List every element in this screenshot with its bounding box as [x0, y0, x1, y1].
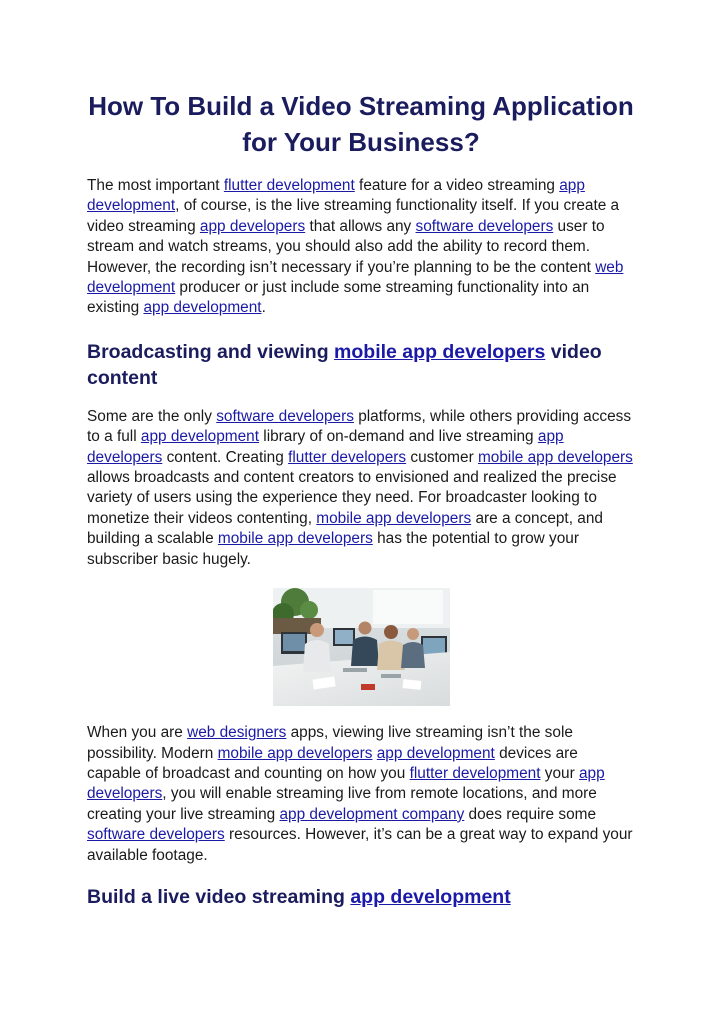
link-software-developers[interactable]: software developers — [415, 217, 554, 235]
link-software-developers[interactable]: software developers — [87, 826, 225, 844]
page-title: How To Build a Video Streaming Application for Your Business? — [88, 91, 634, 157]
text-span: The most important — [87, 177, 224, 194]
text-span: your — [540, 764, 579, 782]
section2-paragraph — [87, 723, 635, 866]
link-app-development-company[interactable]: app development company — [279, 805, 465, 823]
text-span: does require some — [464, 805, 597, 823]
text-span: user to stream and watch streams, you should also add the ability to record them. However, the recording isn’t necessary if you’re planning to be the content — [87, 217, 605, 276]
text-span: Some are the only — [87, 407, 217, 425]
text-span: When you are — [87, 724, 188, 742]
link-app-developers[interactable]: app developers — [87, 764, 605, 803]
text-span: , of course, is the live streaming functionality itself. If you create a video streaming — [87, 197, 620, 235]
link-app-development[interactable]: app development — [143, 299, 262, 317]
text-span: platforms, while others providing access to a full — [87, 407, 632, 446]
text-span: apps, viewing live streaming isn’t the sole possibility. Modern — [87, 724, 573, 762]
link-flutter-developers[interactable]: flutter developers — [288, 448, 407, 466]
heading-link-app-development[interactable]: app development — [350, 885, 511, 908]
intro-paragraph — [87, 176, 635, 319]
link-mobile-app-developers[interactable]: mobile app developers — [316, 509, 472, 527]
text-span: devices are capable of broadcast and counting on how you — [87, 744, 578, 782]
section-heading-build-live-streaming — [87, 884, 635, 910]
link-app-development[interactable]: app development — [87, 177, 585, 215]
text-span: customer — [406, 448, 478, 466]
office-team-photo-illustration — [273, 588, 450, 706]
text-span: library of on-demand and live streaming — [259, 428, 538, 446]
heading-text: video content — [87, 340, 602, 389]
link-app-development[interactable]: app development — [376, 744, 495, 762]
link-app-developers[interactable]: app developers — [87, 428, 564, 466]
text-span: allows broadcasts and content creators to envisioned and realized the precise variety of users using the experience they need. For broadcaster looking to monetize their videos contenting, — [87, 469, 617, 527]
text-span: has the potential to grow your subscriber basic hugely. — [87, 530, 579, 568]
link-app-development[interactable]: app development — [140, 428, 259, 446]
link-mobile-app-developers[interactable]: mobile app developers — [477, 448, 633, 466]
link-software-developers[interactable]: software developers — [216, 407, 354, 425]
text-span: , you will enable streaming live from remote locations, and more creating your live streaming — [87, 785, 597, 823]
link-web-development[interactable]: web development — [87, 258, 624, 297]
heading-link-mobile-app-developers[interactable]: mobile app developers — [334, 340, 546, 363]
text-span: producer or just include some streaming functionality into an existing — [87, 279, 590, 317]
text-span: that allows any — [305, 217, 416, 235]
heading-text: Broadcasting and viewing — [87, 340, 335, 363]
section1-paragraph — [87, 407, 635, 570]
link-mobile-app-developers[interactable]: mobile app developers — [217, 530, 373, 548]
text-span: . — [261, 299, 266, 317]
text-span: feature for a video streaming — [354, 177, 560, 194]
document-page — [87, 88, 635, 910]
link-flutter-development[interactable]: flutter development — [223, 177, 355, 194]
link-web-designers[interactable]: web designers — [187, 724, 287, 742]
office-team-photo — [273, 588, 450, 706]
section-heading-broadcasting — [87, 339, 635, 391]
text-span: are a concept, and building a scalable — [87, 509, 603, 548]
link-app-developers[interactable]: app developers — [199, 217, 306, 235]
link-mobile-app-developers[interactable]: mobile app developers — [217, 744, 373, 762]
heading-text: Build a live video streaming — [87, 885, 351, 908]
link-flutter-development[interactable]: flutter development — [409, 764, 541, 782]
text-span: resources. However, it’s can be a great way to expand your available footage. — [87, 826, 633, 864]
text-span: content. Creating — [162, 448, 289, 466]
